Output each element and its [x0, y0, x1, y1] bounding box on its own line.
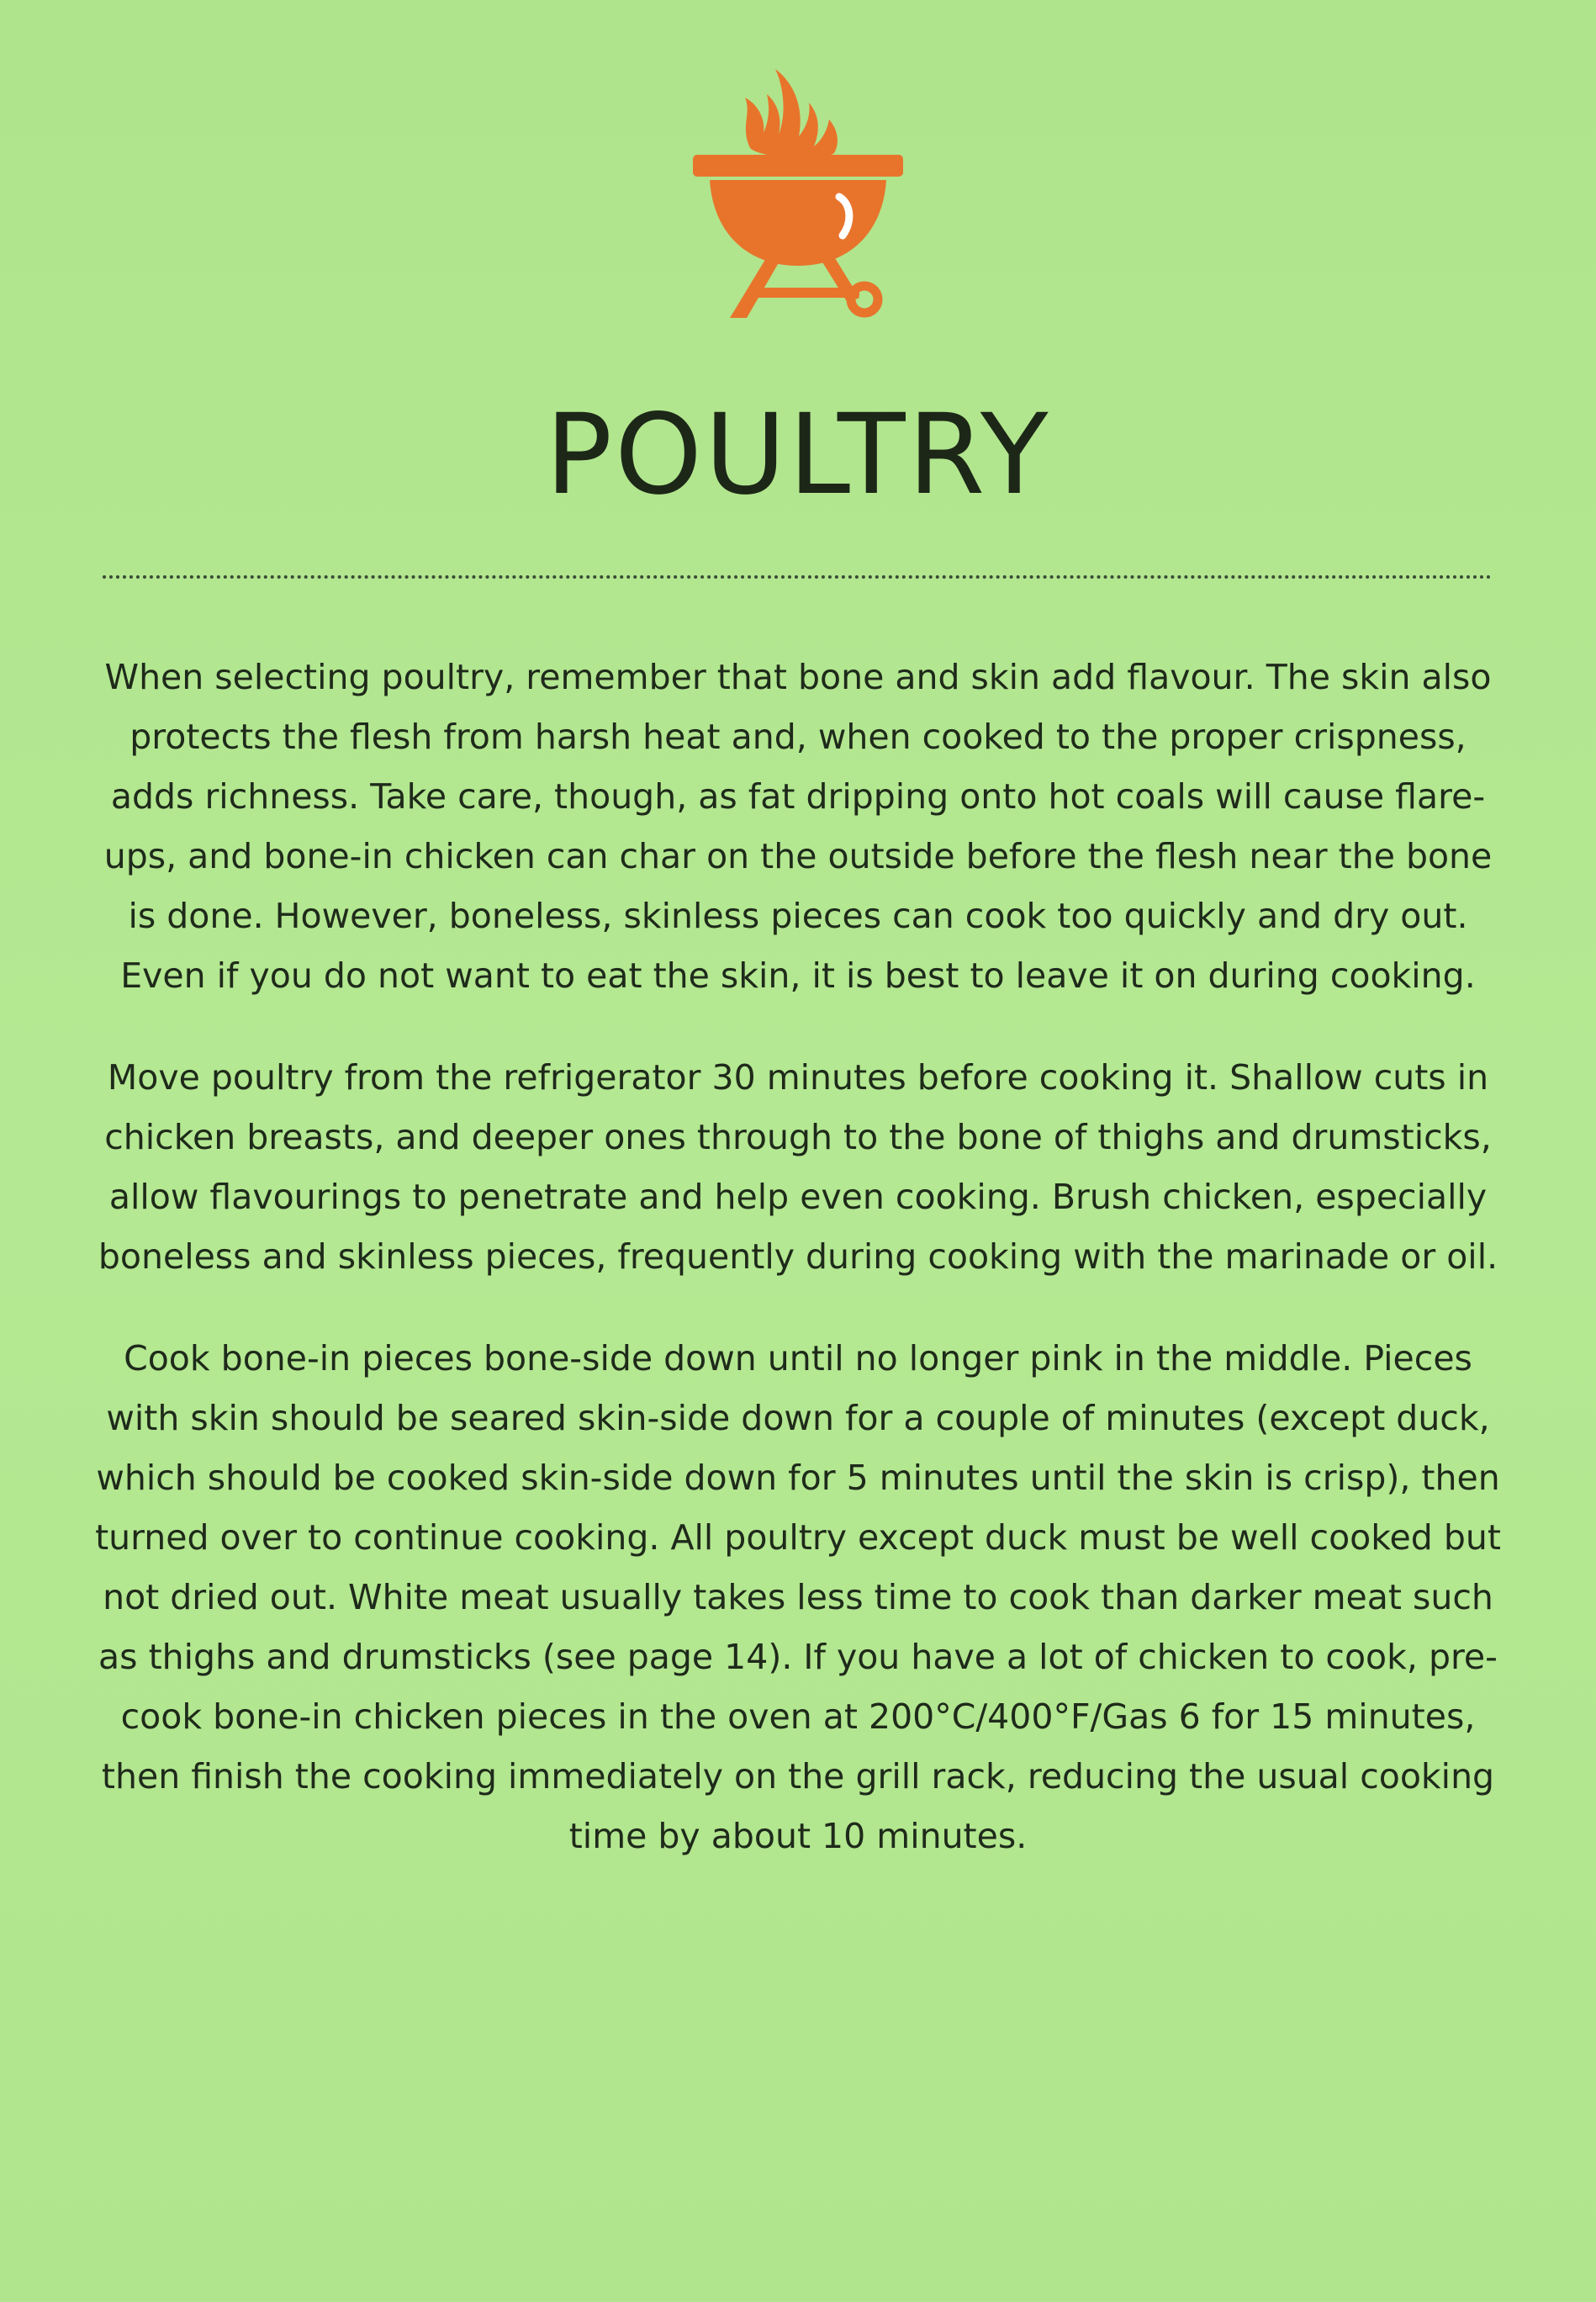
- paragraph: Cook bone-in pieces bone-side down until no longer pink in the middle. Pieces with skin should be seared skin-side down for a couple of minutes (except duck, which should be cooked skin-side down for 5 minutes until the skin is crisp), then turned over to continue cooking. All poultry except duck must be well cooked but not dried out. White meat usually takes less time to cook than darker meat such as thighs and drumsticks (see page 14). If you have a lot of chicken to cook, pre-cook bone-in chicken pieces in the oven at 200°C/400°F/Gas 6 for 15 minutes, then finish the cooking immediately on the grill rack, reducing the usual cooking time by about 10 minutes.: [95, 1338, 1501, 1856]
- paragraph: Move poultry from the refrigerator 30 minutes before cooking it. Shallow cuts in chicken breasts, and deeper ones through to the bone of thighs and drumsticks, allow flavourings to penetrate and help even cooking. Brush chicken, especially boneless and skinless pieces, frequently during cooking with the marinade or oil.: [98, 1057, 1498, 1277]
- page-title: POULTRY: [545, 390, 1051, 520]
- body-text: [92, 648, 1504, 1908]
- barbecue-grill-icon: [691, 66, 905, 318]
- dotted-divider: [103, 575, 1492, 579]
- paragraph: When selecting poultry, remember that bone and skin add flavour. The skin also protects the flesh from harsh heat and, when cooked to the proper crispness, adds richness. Take care, though, as fat dripping onto hot coals will cause flare-ups, and bone-in chicken can char on the outside before the flesh near the bone is done. However, boneless, skinless pieces can cook too quickly and dry out. Even if you do not want to eat the skin, it is best to leave it on during cooking.: [103, 657, 1493, 996]
